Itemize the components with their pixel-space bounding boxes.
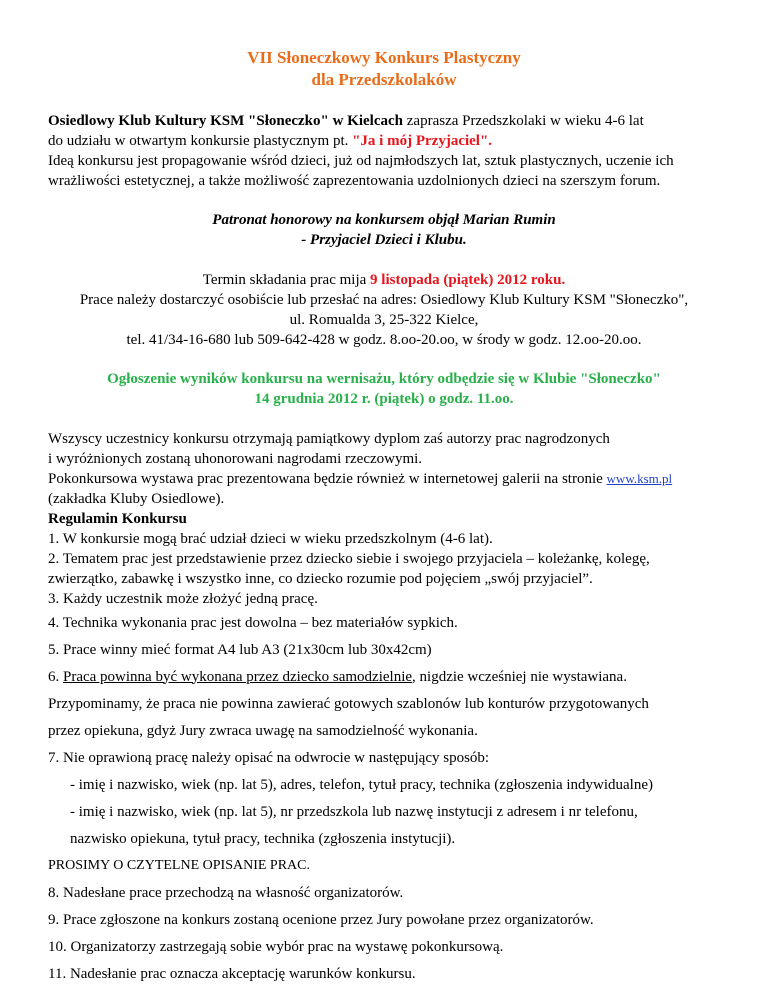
organizer-name: Osiedlowy Klub Kultury KSM "Słoneczko" w Kielcach (48, 113, 404, 129)
reminder-line-2: przez opiekuna, gdyż Jury zwraca uwagę na samodzielność wykonania. (48, 722, 478, 739)
rule-4: 4. Technika wykonania prac jest dowolna – bez materiałów sypkich. (48, 614, 458, 631)
rule-2-line-2: zwierzątko, zabawkę i wszystko inne, co dziecko rozumie pod pojęciem „swój przyjaciel”. (48, 571, 593, 587)
intro-section (48, 111, 720, 191)
please-note: PROSIMY O CZYTELNE OPISANIE PRAC. (48, 857, 311, 873)
info-line-4: (zakładka Kluby Osiedlowe). (48, 491, 225, 507)
deadline-section (48, 270, 720, 350)
info-line-3: Pokonkursowa wystawa prac prezentowana będzie również w internetowej galerii na stronie (48, 471, 607, 487)
title-line-1: VII Słoneczkowy Konkurs Plastyczny (247, 48, 521, 67)
intro-line-3: Ideą konkursu jest propagowanie wśród dzieci, już od najmłodszych lat, sztuk plastycznych, uczenie ich (48, 153, 674, 169)
rules-heading: Regulamin Konkursu (48, 511, 187, 527)
patronage-section (48, 210, 720, 250)
rule-3: 3. Każdy uczestnik może złożyć jedną pracę. (48, 591, 318, 607)
rule-6-underlined: Praca powinna być wykonana przez dziecko samodzielnie (63, 668, 413, 685)
rule-7: 7. Nie oprawioną pracę należy opisać na odwrocie w następujący sposób: (48, 749, 490, 766)
deadline-line-2: Prace należy dostarczyć osobiście lub przesłać na adres: Osiedlowy Klub Kultury KSM "Słoneczko", (79, 292, 689, 308)
contest-name: "Ja i mój Przyjaciel". (352, 133, 493, 149)
results-section (48, 369, 720, 409)
website-link[interactable]: www.ksm.pl (606, 471, 673, 486)
deadline-line-3: ul. Romualda 3, 25-322 Kielce, (289, 312, 479, 328)
rule-5: 5. Prace winny mieć format A4 lub A3 (21x30cm lub 30x42cm) (48, 641, 432, 658)
rule-10: 10. Organizatorzy zastrzegają sobie wybór prac na wystawę pokonkursową. (48, 938, 504, 955)
rule-6-number: 6. (48, 668, 63, 685)
info-line-1: Wszyscy uczestnicy konkursu otrzymają pamiątkowy dyplom zaś autorzy prac nagrodzonych (48, 431, 610, 447)
rules-section (48, 509, 720, 987)
rule-2-line-1: 2. Tematem prac jest przedstawienie przez dziecko siebie i swojego przyjaciela – koleżankę, kolegę, (48, 551, 650, 567)
title-line-2: dla Przedszkolaków (311, 70, 457, 89)
reminder-line-1: Przypominamy, że praca nie powinna zawierać gotowych szablonów lub konturów przygotowanych (48, 695, 649, 712)
deadline-intro: Termin składania prac mija (202, 272, 371, 288)
deadline-line-4: tel. 41/34-16-680 lub 509-642-428 w godz. 8.oo-20.oo, w środy w godz. 12.oo-20.oo. (126, 332, 642, 348)
intro-invites: zaprasza Przedszkolaki w wieku 4-6 lat (403, 113, 644, 129)
patronage-line-2: - Przyjaciel Dzieci i Klubu. (301, 232, 467, 248)
rule-7-institution-line-2: nazwisko opiekuna, tytuł pracy, technika (zgłoszenia instytucji). (70, 830, 456, 847)
info-line-2: i wyróżnionych zostaną uhonorowani nagrodami rzeczowymi. (48, 451, 423, 467)
rule-8: 8. Nadesłane prace przechodzą na własność organizatorów. (48, 884, 404, 901)
rule-9: 9. Prace zgłoszone na konkurs zostaną ocenione przez Jury powołane przez organizatorów. (48, 911, 594, 928)
rule-1: 1. W konkursie mogą brać udział dzieci w wieku przedszkolnym (4-6 lat). (48, 531, 493, 547)
patronage-line-1: Patronat honorowy na konkursem objął Marian Rumin (212, 212, 556, 228)
rule-7-individual: - imię i nazwisko, wiek (np. lat 5), adres, telefon, tytuł pracy, technika (zgłoszenia indywidualne) (70, 776, 654, 793)
intro-line-4: wrażliwości estetycznej, a także możliwość zaprezentowania uzdolnionych dzieci na szerszym forum. (48, 173, 661, 189)
rule-11: 11. Nadesłanie prac oznacza akceptację warunków konkursu. (48, 965, 416, 982)
rule-7-institution-line-1: - imię i nazwisko, wiek (np. lat 5), nr przedszkola lub nazwę instytucji z adresem i nr telefonu, (70, 803, 638, 820)
results-line-1: Ogłoszenie wyników konkursu na wernisażu, który odbędzie się w Klubie "Słoneczko" (107, 371, 661, 387)
intro-line-2: do udziału w otwartym konkursie plastycznym pt. (48, 133, 353, 149)
rule-6-rest: , nigdzie wcześniej nie wystawiana. (412, 668, 627, 685)
info-section (48, 429, 720, 509)
results-line-2: 14 grudnia 2012 r. (piątek) o godz. 11.oo. (254, 391, 514, 407)
deadline-date: 9 listopada (piątek) 2012 roku. (370, 272, 566, 288)
